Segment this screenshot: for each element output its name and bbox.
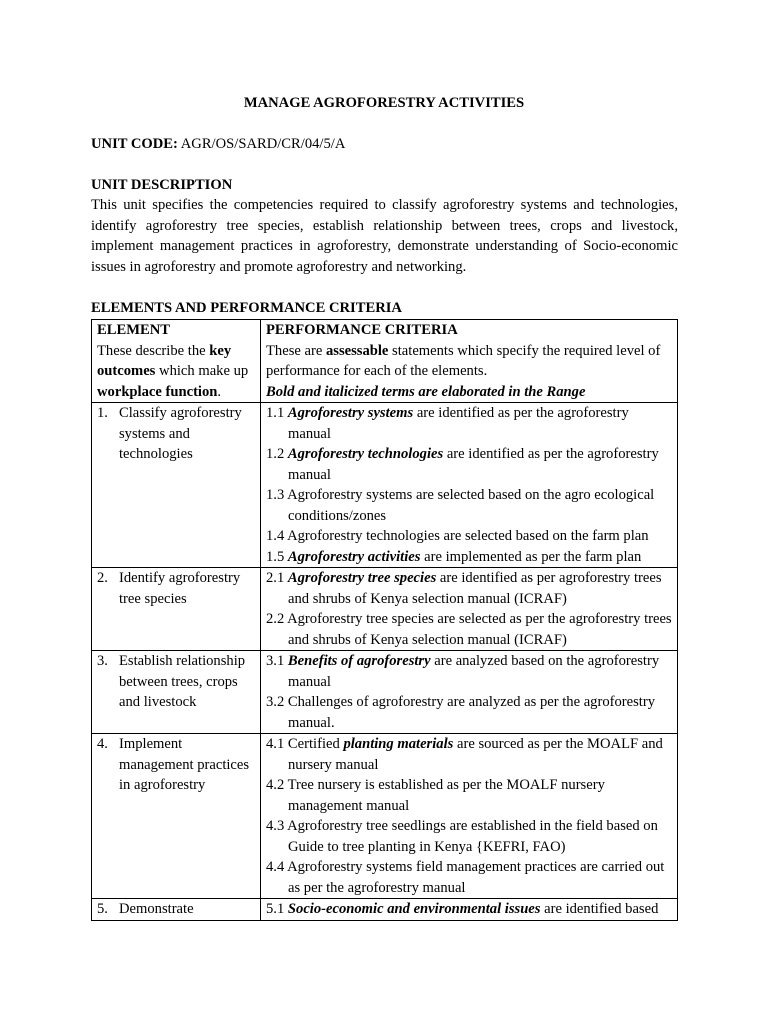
element-text: Classify agroforestry systems and technologies: [119, 405, 242, 462]
table-row: [92, 568, 678, 651]
criterion-item: [266, 403, 672, 444]
element-cell: [92, 899, 261, 921]
criterion-text: are identified as per the agroforestry manual: [288, 405, 629, 442]
unit-description-text: This unit specifies the competencies required to classify agroforestry systems and technologies, identify agroforestry tree species, establish relationship between trees, crops and livestock, implement management practices in agroforestry, demonstrate understanding of Socio-economic issues in agroforestry and promote agroforestry and networking.: [91, 197, 678, 275]
element-item: [97, 651, 255, 713]
element-header-description: These describe the key outcomes which make up workplace function.: [97, 342, 249, 400]
element-cell: [92, 651, 261, 734]
criteria-cell: [261, 734, 678, 899]
element-item: [97, 403, 255, 465]
elements-heading: ELEMENTS AND PERFORMANCE CRITERIA: [91, 300, 402, 316]
element-cell: [92, 403, 261, 568]
criterion-text: Tree nursery is established as per the MOALF nursery management manual: [287, 777, 605, 814]
criterion-text: Agroforestry systems are selected based on the agro ecological conditions/zones: [287, 487, 655, 524]
criterion-number: 4.3: [266, 818, 285, 834]
criterion-text: Agroforestry systems field management practices are carried out as per the agroforestry manual: [287, 859, 665, 896]
element-number: 1.: [97, 405, 108, 421]
element-number: 3.: [97, 653, 108, 669]
criterion-text: Agroforestry tree species are selected as per the agroforestry trees and shrubs of Kenya selection manual (ICRAF): [287, 611, 672, 648]
criterion-text: are identified based: [540, 901, 659, 917]
criteria-header-title: PERFORMANCE CRITERIA: [266, 322, 458, 338]
criteria-cell: [261, 568, 678, 651]
criterion-item: [266, 857, 672, 898]
criterion-item: [266, 899, 672, 920]
criterion-item: [266, 734, 672, 775]
criterion-text: Agroforestry tree seedlings are established in the field based on Guide to tree planting in Kenya {KEFRI, FAO): [287, 818, 658, 855]
criterion-term: Benefits of agroforestry: [287, 653, 431, 669]
element-number: 5.: [97, 901, 108, 917]
element-number: 2.: [97, 570, 108, 586]
criterion-number: 5.1: [266, 901, 285, 917]
criterion-item: [266, 816, 672, 857]
criterion-text: Challenges of agroforestry are analyzed as per the agroforestry manual.: [287, 694, 656, 731]
element-cell: [92, 734, 261, 899]
element-text: Identify agroforestry tree species: [119, 570, 241, 607]
criterion-text: are identified as per agroforestry trees and shrubs of Kenya selection manual (ICRAF): [288, 570, 662, 607]
criterion-item: [266, 444, 672, 485]
criterion-text: Agroforestry technologies are selected based on the farm plan: [287, 528, 649, 544]
page-title: MANAGE AGROFORESTRY ACTIVITIES: [243, 95, 525, 111]
element-text: Implement management practices in agroforestry: [119, 736, 250, 793]
criterion-number: 1.3: [266, 487, 285, 503]
criterion-number: 4.1: [266, 736, 285, 752]
element-text: Demonstrate: [119, 901, 194, 917]
criterion-number: 1.5: [266, 548, 285, 565]
unit-description-heading: UNIT DESCRIPTION: [91, 177, 233, 193]
criterion-text: are analyzed based on the agroforestry manual: [288, 653, 660, 690]
unit-code-label: UNIT CODE:: [91, 136, 178, 152]
criterion-term: Socio-economic and environmental issues: [287, 901, 541, 917]
criteria-header-cell: [261, 320, 678, 403]
table-header-row: [92, 320, 678, 403]
criterion-text: are implemented as per the farm plan: [420, 548, 642, 565]
element-item: [97, 899, 255, 920]
criterion-number: 1.2: [266, 446, 285, 462]
criterion-text: Certified: [287, 736, 344, 752]
element-cell: [92, 568, 261, 651]
criterion-number: 2.2: [266, 611, 285, 627]
element-item: [97, 734, 255, 796]
criterion-term: planting materials: [343, 736, 454, 752]
criterion-number: 1.1: [266, 405, 285, 421]
unit-code: [91, 134, 345, 155]
criterion-number: 2.1: [266, 570, 285, 586]
element-header-cell: [92, 320, 261, 403]
criterion-number: 3.2: [266, 694, 285, 710]
criterion-text: are identified as per the agroforestry manual: [288, 446, 659, 483]
criterion-number: 4.2: [266, 777, 285, 793]
criterion-term: Agroforestry systems: [287, 405, 414, 421]
criterion-term: Agroforestry activities: [287, 548, 421, 565]
criterion-item: [266, 526, 672, 547]
criterion-number: 1.4: [266, 528, 285, 544]
criteria-cell: [261, 899, 678, 921]
criteria-header-note: Bold and italicized terms are elaborated in the Range: [266, 383, 586, 400]
criterion-item: [266, 651, 672, 692]
criterion-item: [266, 609, 672, 650]
criterion-term: Agroforestry technologies: [287, 446, 444, 462]
table-row: [92, 734, 678, 899]
criterion-text: are sourced as per the MOALF and nursery manual: [288, 736, 663, 773]
unit-code-value: AGR/OS/SARD/CR/04/5/A: [180, 136, 346, 152]
criteria-header-description: These are assessable statements which specify the required level of performance for each of the elements.: [266, 342, 661, 379]
criterion-term: Agroforestry tree species: [287, 570, 437, 586]
criterion-item: [266, 775, 672, 816]
element-number: 4.: [97, 736, 108, 752]
elements-criteria-table: [91, 319, 678, 921]
criterion-item: [266, 485, 672, 526]
criterion-item: [266, 547, 672, 568]
element-text: Establish relationship between trees, crops and livestock: [119, 653, 246, 710]
criterion-item: [266, 692, 672, 733]
criteria-cell: [261, 403, 678, 568]
table-row: [92, 403, 678, 568]
element-header-title: ELEMENT: [97, 322, 170, 338]
table-row: [92, 899, 678, 921]
table-row: [92, 651, 678, 734]
criterion-number: 3.1: [266, 653, 285, 669]
element-item: [97, 568, 255, 609]
criterion-item: [266, 568, 672, 609]
criteria-cell: [261, 651, 678, 734]
criterion-number: 4.4: [266, 859, 285, 875]
